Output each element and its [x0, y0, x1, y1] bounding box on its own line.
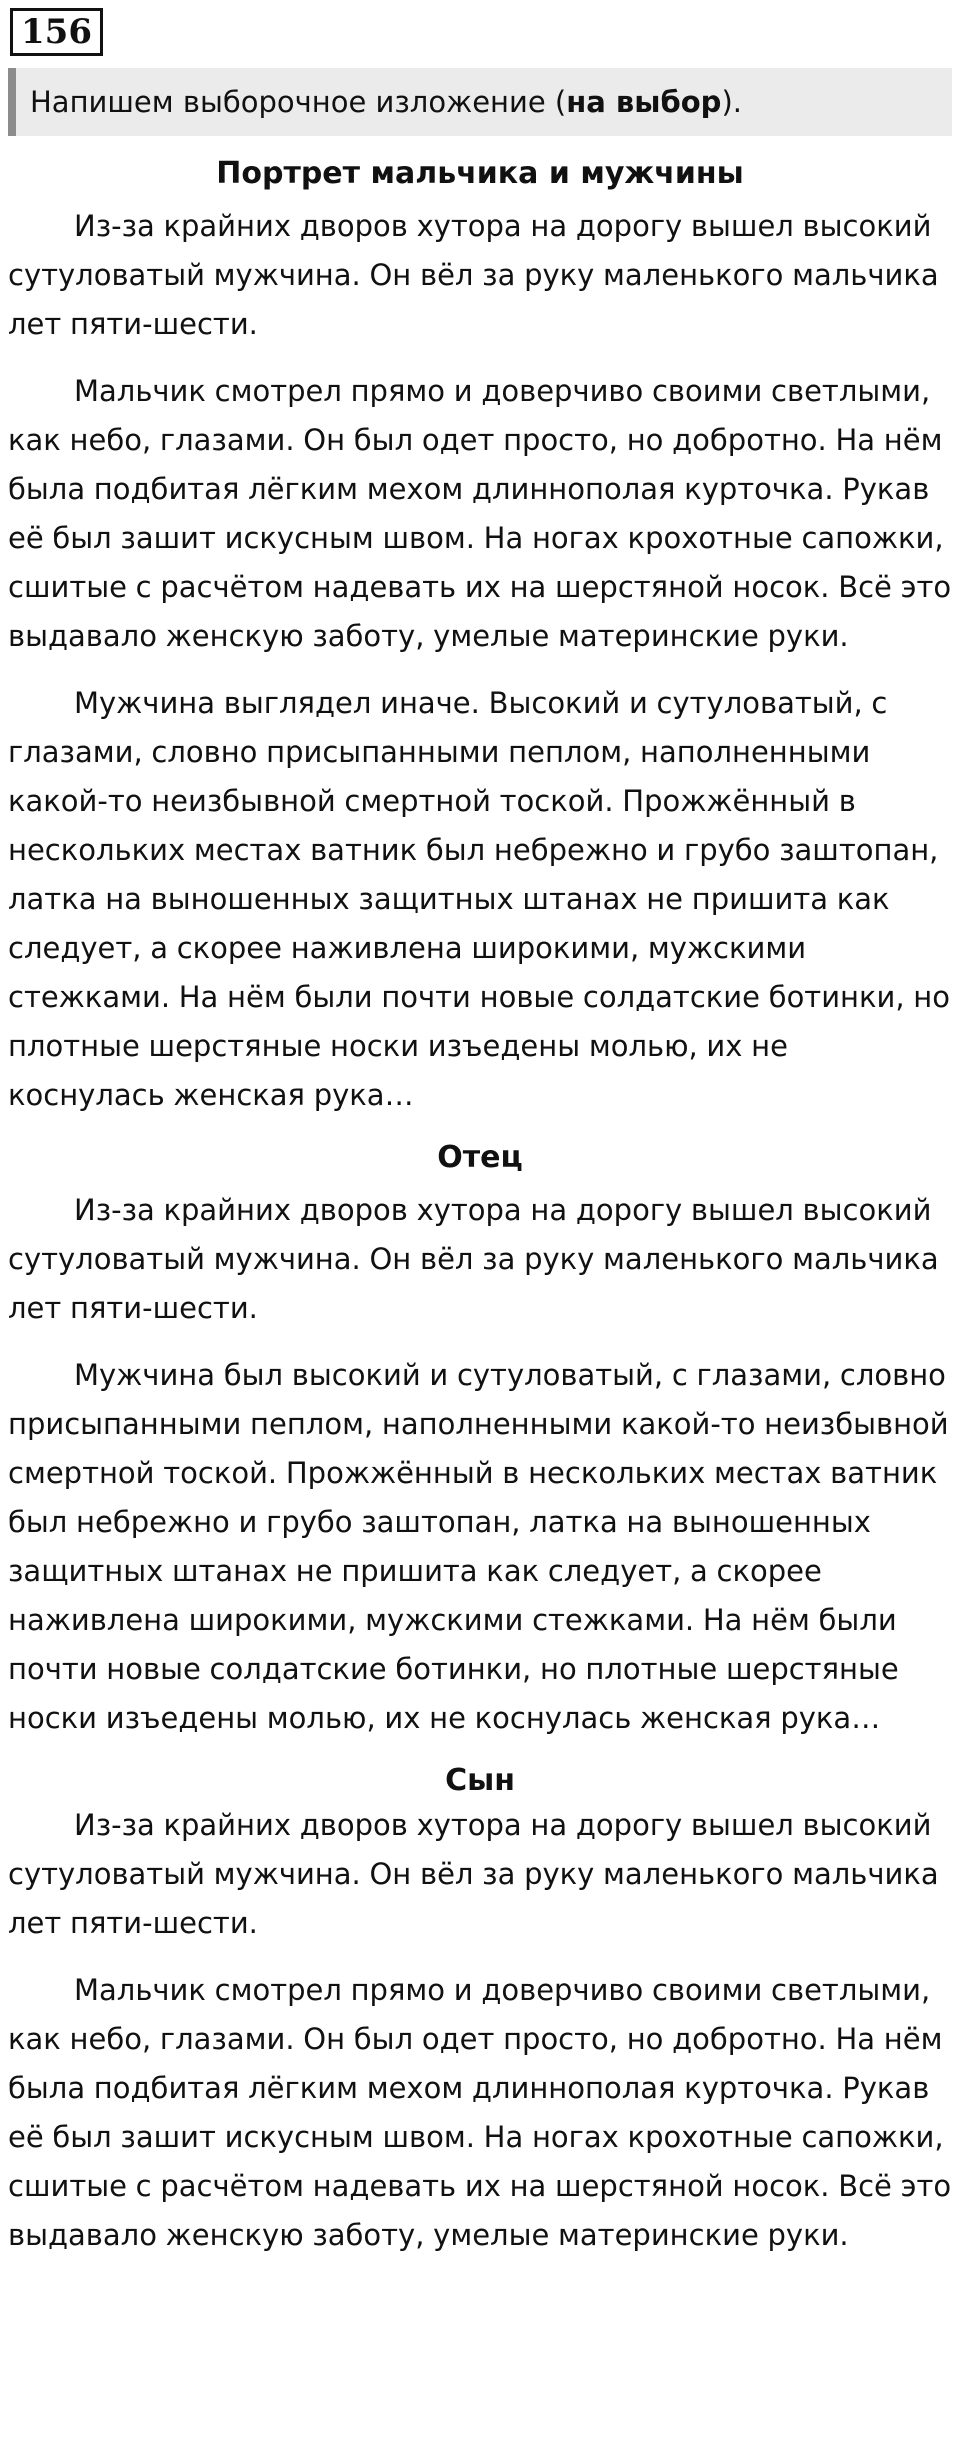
- paragraph: Из-за крайних дворов хутора на дорогу вышел высокий сутуловатый мужчина. Он вёл за руку маленького мальчика лет пяти-шести.: [8, 1193, 939, 1325]
- section-title: Портрет мальчика и мужчины: [216, 156, 744, 191]
- paragraph: Из-за крайних дворов хутора на дорогу вышел высокий сутуловатый мужчина. Он вёл за руку маленького мальчика лет пяти-шести.: [8, 1808, 939, 1940]
- section-title: Сын: [445, 1763, 515, 1798]
- paragraph: Из-за крайних дворов хутора на дорогу вышел высокий сутуловатый мужчина. Он вёл за руку маленького мальчика лет пяти-шести.: [8, 209, 939, 341]
- paragraph: Мальчик смотрел прямо и доверчиво своими светлыми, как небо, глазами. Он был одет просто, но добротно. На нём была подбитая лёгким мехом длиннополая курточка. Рукав её был зашит искусным швом. На ногах крохотные сапожки, сшитые с расчётом надевать их на шерстяной носок. Всё это выдавало женскую заботу, умелые материнские руки.: [8, 1973, 952, 2252]
- instruction-text-suffix: ).: [721, 85, 742, 119]
- task-instruction-box: [8, 68, 952, 136]
- section-title: Отец: [437, 1140, 523, 1175]
- paragraph: Мужчина был высокий и сутуловатый, с глазами, словно присыпанными пеплом, наполненными какой-то неизбывной смертной тоской. Прожжённый в нескольких местах ватник был небрежно и грубо заштопан, латка на выношенных защитных штанах не пришита как следует, а скорее наживлена широкими, мужскими стежками. На нём были почти новые солдатские ботинки, но плотные шерстяные носки изъедены молью, их не коснулась женская рука…: [8, 1358, 949, 1735]
- section-son: [8, 1761, 952, 2260]
- section-portrait: [8, 154, 952, 1120]
- paragraph: Мальчик смотрел прямо и доверчиво своими светлыми, как небо, глазами. Он был одет просто, но добротно. На нём была подбитая лёгким мехом длиннополая курточка. Рукав её был зашит искусным швом. На ногах крохотные сапожки, сшитые с расчётом надевать их на шерстяной носок. Всё это выдавало женскую заботу, умелые материнские руки.: [8, 374, 952, 653]
- section-father: [8, 1138, 952, 1743]
- instruction-text-bold: на выбор: [566, 85, 722, 119]
- paragraph: Мужчина выглядел иначе. Высокий и сутуловатый, с глазами, словно присыпанными пеплом, наполненными какой-то неизбывной смертной тоской. Прожжённый в нескольких местах ватник был небрежно и грубо заштопан, латка на выношенных защитных штанах не пришита как следует, а скорее наживлена широкими, мужскими стежками. На нём были почти новые солдатские ботинки, но плотные шерстяные носки изъедены молью, их не коснулась женская рука…: [8, 686, 951, 1112]
- task-number-badge: 156: [10, 8, 103, 56]
- instruction-text-prefix: Напишем выборочное изложение (: [30, 85, 567, 119]
